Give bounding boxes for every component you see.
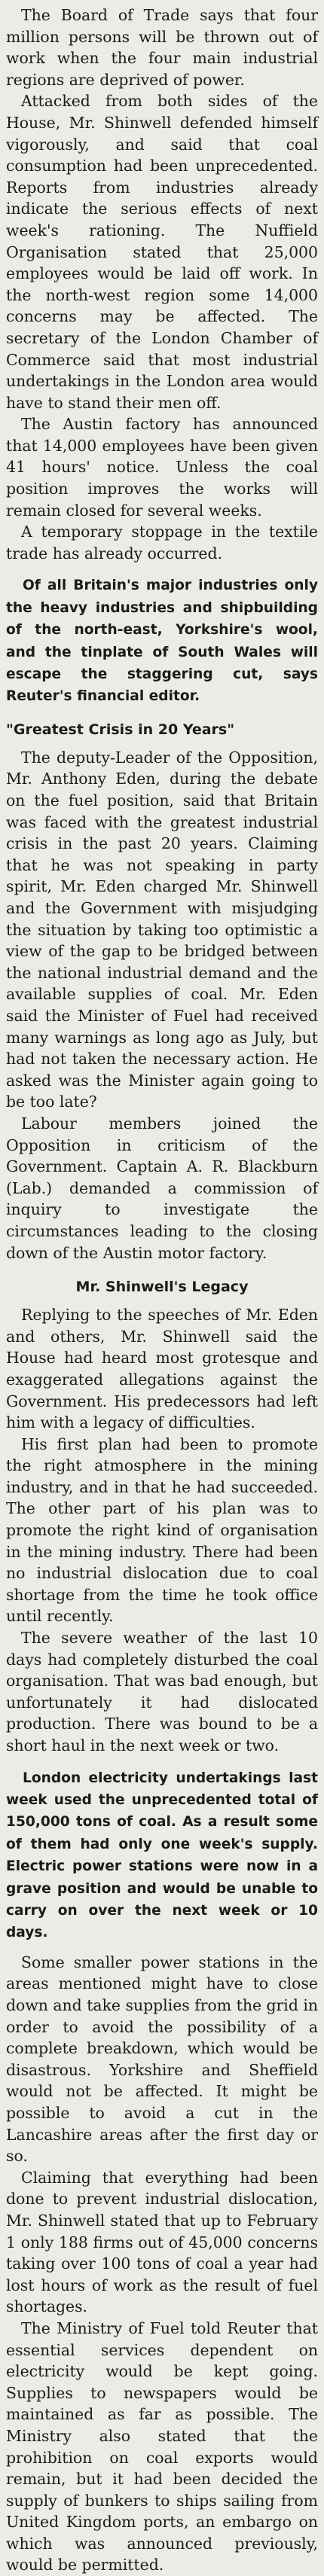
paragraph-eden-debate: The deputy-Leader of the Opposition, Mr. Anthony Eden, during the debate on the fuel position, said that Britain was faced with the greatest industrial crisis in the past 20 years. Claiming that he was not speaking in party spirit, Mr. Eden charged Mr. Shinwell and the Government with misjudging the situation by taking too optimistic a view of the gap to be bridged between the national industrial demand and the available supplies of coal. Mr. Eden said the Minister of Fuel had received many warnings as long ago as July, but had not taken the necessary action. He asked was the Minister again going to be too late?	[6, 748, 318, 1111]
paragraph-labour-members: Labour members joined the Opposition in criticism of the Government. Captain A. R. Blackburn (Lab.) demanded a commission of inquiry to investigate the circumstances leading to the closing down of the Austin motor factory.	[6, 1114, 318, 1262]
bold-paragraph-london-electricity: London electricity undertakings last week used the unprecedented total of 150,000 tons of coal. As a result some of them had only one week's supply. Electric power stations were now in a grave position and would be unable to carry on over the next week or 10 days.	[6, 1770, 318, 1941]
paragraph-firms-lost-hours: Claiming that everything had been done to prevent industrial dislocation, Mr. Shinwell stated that up to February 1 only 188 firms out of 45,000 concerns taking over 100 tons of coal a year had lost hours of work as the result of fuel shortages.	[6, 2168, 318, 2316]
paragraph-textile-stoppage: A temporary stoppage in the textile trade has already occurred.	[6, 523, 318, 562]
paragraph-smaller-power-stations: Some smaller power stations in the areas mentioned might have to close down and take supplies from the grid in order to avoid the possibility of a complete breakdown, which would be disastrous. Yorkshire and Sheffield would not be affected. It might be possible to avoid a cut in the Lancashire areas after the first day or so.	[6, 1953, 319, 2166]
paragraph-austin-factory: The Austin factory has announced that 14,000 employees have been given 41 hours' notice. Unless the coal position improves the works will remain closed for several weeks.	[6, 415, 318, 520]
bold-paragraph-major-industries: Of all Britain's major industries only the heavy industries and shipbuilding of the north-east, Yorkshire's wool, and the tinplate of South Wales will escape the staggering cut, says Reuter's financial editor.	[6, 578, 318, 705]
paragraph-first-plan: His first plan had been to promote the right atmosphere in the mining industry, and in that he had succeeded. The other part of his plan was to promote the right kind of organisation in the mining industry. There had been no industrial dislocation due to coal shortage from the time he took office until recently.	[6, 1434, 318, 1626]
paragraph-shinwell-reply: Replying to the speeches of Mr. Eden and others, Mr. Shinwell said the House had heard most grotesque and exaggerated allegations against the Government. His predecessors had left him with a legacy of difficulties.	[6, 1306, 318, 1432]
paragraph-severe-weather: The severe weather of the last 10 days had completely disturbed the coal organisation. That was bad enough, but unfortunately it had dislocated production. There was bound to be a short haul in the next week or two.	[6, 1629, 318, 1754]
subheading-greatest-crisis: "Greatest Crisis in 20 Years"	[6, 721, 235, 738]
paragraph-four-million: The Board of Trade says that four million persons will be thrown out of work when the four main industrial regions are deprived of power.	[6, 6, 318, 89]
paragraph-shinwell-defence: Attacked from both sides of the House, Mr. Shinwell defended himself vigorously, and said that coal consumption had been unprecedented. Reports from industries already indicate the serious effects of next week's rationing. The Nuffield Organisation stated that 25,000 employees would be laid off work. In the north-west region some 14,000 concerns may be affected. The secretary of the London Chamber of Commerce said that most industrial undertakings in the London area would have to stand their men off.	[6, 92, 318, 412]
paragraph-ministry-of-fuel: The Ministry of Fuel told Reuter that essential services dependent on electricity would be kept going. Supplies to newspapers would be maintained as far as possible. The Ministry also stated that the prohibition on coal exports would remain, but it had been decided the supply of bunkers to ships sailing from United Kingdom ports, an embargo on which was announced previously, would be permitted.	[6, 2318, 318, 2574]
subheading-shinwell-legacy: Mr. Shinwell's Legacy	[75, 1279, 249, 1296]
